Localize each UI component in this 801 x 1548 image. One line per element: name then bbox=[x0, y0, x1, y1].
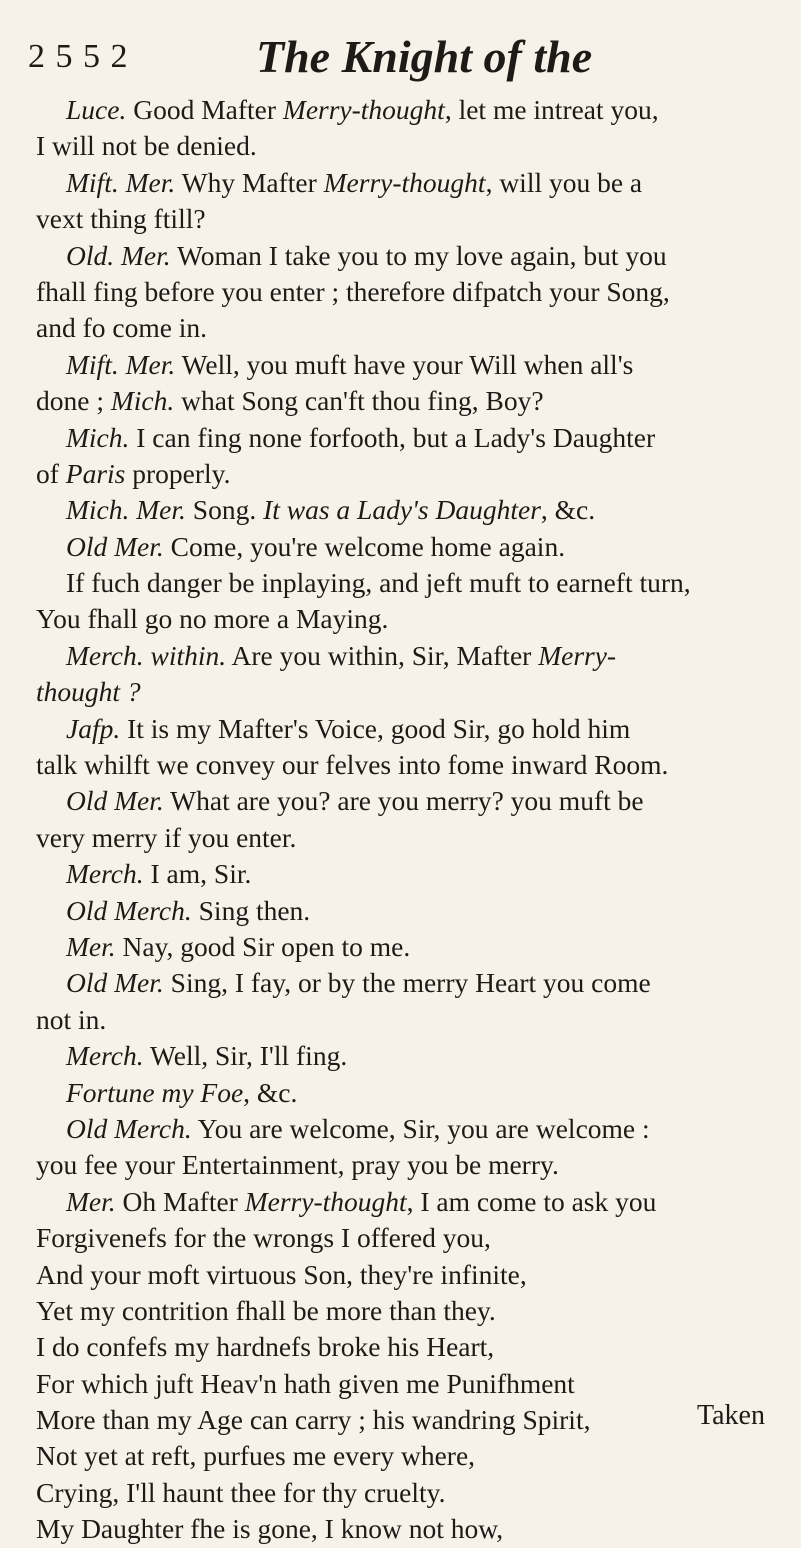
line-text-tail: , I am come to ask you bbox=[406, 1185, 657, 1217]
line-text: I am, Sir. bbox=[143, 858, 252, 890]
text-line bbox=[36, 1002, 771, 1038]
running-title: The Knight of the bbox=[256, 31, 593, 82]
text-line bbox=[36, 492, 771, 528]
text-line bbox=[36, 238, 771, 274]
line-text: not in. bbox=[36, 1003, 107, 1035]
text-line bbox=[36, 383, 771, 419]
text-line bbox=[36, 92, 771, 128]
text-line bbox=[36, 1402, 771, 1438]
line-text: and fo come in. bbox=[36, 312, 208, 344]
text-line bbox=[36, 1293, 771, 1329]
speaker-name: Old Mer. bbox=[66, 530, 164, 562]
line-text: very merry if you enter. bbox=[36, 821, 297, 853]
speaker-name: Old Merch. bbox=[66, 894, 192, 926]
speaker-name: Old Mer. bbox=[66, 967, 164, 999]
line-text-tail: properly. bbox=[125, 457, 231, 489]
text-line bbox=[36, 347, 771, 383]
text-line bbox=[36, 856, 771, 892]
text-line bbox=[36, 420, 771, 456]
text-line bbox=[36, 128, 771, 164]
text-line bbox=[36, 1111, 771, 1147]
line-text: You are welcome, Sir, you are welcome : bbox=[191, 1112, 650, 1144]
line-text: Well, Sir, I'll fing. bbox=[143, 1040, 348, 1072]
italic-text: Merry-thought bbox=[244, 1185, 407, 1217]
text-line bbox=[36, 201, 771, 237]
line-text: My Daughter fhe is gone, I know not how, bbox=[36, 1513, 504, 1545]
line-text: Yet my contrition fhall be more than they. bbox=[36, 1294, 496, 1326]
line-text: Why Mafter bbox=[175, 166, 324, 198]
italic-text: It was a Lady's Daughter bbox=[263, 494, 541, 526]
line-text: Are you within, Sir, Mafter bbox=[226, 639, 539, 671]
line-text-tail: , &c. bbox=[540, 494, 596, 526]
speaker-name: Merch. bbox=[66, 858, 144, 890]
line-text: If fuch danger be inplaying, and jeft muft to earneft turn, bbox=[66, 567, 691, 599]
line-text-tail: , let me intreat you, bbox=[444, 94, 659, 125]
line-text-tail: what Song can'ft thou fing, Boy? bbox=[174, 385, 544, 417]
text-line bbox=[36, 1475, 771, 1511]
speaker-name: Old Mer. bbox=[66, 785, 164, 817]
line-text: Oh Mafter bbox=[115, 1185, 245, 1217]
page-number: 2 5 5 2 bbox=[28, 38, 129, 75]
page-header bbox=[28, 30, 768, 90]
text-line bbox=[36, 1366, 771, 1402]
text-line bbox=[36, 165, 771, 201]
line-text: Crying, I'll haunt thee for thy cruelty. bbox=[36, 1476, 446, 1508]
line-text: Nay, good Sir open to me. bbox=[115, 930, 411, 962]
line-text: I do confefs my hardnefs broke his Heart, bbox=[36, 1331, 495, 1363]
line-text: Song. bbox=[185, 494, 264, 526]
text-line bbox=[36, 711, 771, 747]
line-text: fhall fing before you enter ; therefore difpatch your Song, bbox=[36, 275, 670, 307]
italic-text: Merry- bbox=[538, 639, 617, 671]
speaker-name: Old. Mer. bbox=[66, 239, 171, 271]
text-line bbox=[36, 1075, 771, 1111]
line-text: It is my Mafter's Voice, good Sir, go hold him bbox=[120, 712, 631, 744]
speaker-name: Mich. Mer. bbox=[66, 494, 186, 526]
line-text: And your moft virtuous Son, they're infinite, bbox=[36, 1258, 527, 1290]
line-text: Not yet at reft, purfues me every where, bbox=[36, 1440, 476, 1472]
speaker-name: Merch. within. bbox=[66, 639, 227, 671]
text-line bbox=[36, 529, 771, 565]
line-text: I can fing none forfooth, but a Lady's Daughter bbox=[129, 421, 656, 453]
speaker-name: Luce. bbox=[66, 94, 127, 125]
italic-text: Merry-thought bbox=[282, 94, 445, 125]
italic-text: Paris bbox=[65, 457, 126, 489]
text-line bbox=[36, 638, 771, 674]
text-line bbox=[36, 565, 771, 601]
speaker-name: thought ? bbox=[36, 676, 141, 708]
text-line bbox=[36, 747, 771, 783]
speaker-name: Mift. Mer. bbox=[66, 166, 176, 198]
line-text: vext thing ftill? bbox=[36, 203, 206, 235]
speaker-name: Old Merch. bbox=[66, 1112, 192, 1144]
speaker-name: Mich. bbox=[66, 421, 130, 453]
speaker-name: Mer. bbox=[66, 930, 116, 962]
text-line bbox=[36, 310, 771, 346]
line-text: I will not be denied. bbox=[36, 130, 257, 162]
text-line bbox=[36, 929, 771, 965]
text-line bbox=[36, 601, 771, 637]
line-text: Forgivenefs for the wrongs I offered you, bbox=[36, 1222, 491, 1254]
speaker-name: Fortune my Foe bbox=[66, 1076, 244, 1108]
line-text: Woman I take you to my love again, but you bbox=[170, 239, 667, 271]
text-line bbox=[36, 1257, 771, 1293]
text-line bbox=[36, 965, 771, 1001]
italic-text: Merry-thought bbox=[323, 166, 486, 198]
text-line bbox=[36, 1038, 771, 1074]
catchword: Taken bbox=[696, 1400, 765, 1431]
line-text: More than my Age can carry ; his wandring Spirit, bbox=[36, 1404, 591, 1436]
line-text: Sing, I fay, or by the merry Heart you come bbox=[163, 967, 651, 999]
text-line bbox=[36, 1220, 771, 1256]
line-text-tail: , will you be a bbox=[485, 166, 643, 198]
line-text: , &c. bbox=[243, 1076, 298, 1108]
text-line bbox=[36, 820, 771, 856]
line-text: you fee your Entertainment, pray you be merry. bbox=[36, 1149, 559, 1181]
text-line bbox=[36, 1184, 771, 1220]
line-text: Well, you muft have your Will when all's bbox=[175, 348, 634, 380]
text-line bbox=[36, 456, 771, 492]
italic-text: Mich. bbox=[110, 385, 175, 417]
speaker-name: Merch. bbox=[66, 1040, 144, 1072]
line-text: talk whilft we convey our felves into fome inward Room. bbox=[36, 749, 669, 781]
text-line bbox=[36, 1438, 771, 1474]
speaker-name: Jafp. bbox=[66, 712, 121, 744]
text-line bbox=[36, 274, 771, 310]
text-line bbox=[36, 1147, 771, 1183]
line-text: For which juft Heav'n hath given me Punifhment bbox=[36, 1367, 575, 1399]
text-line bbox=[36, 893, 771, 929]
line-text: of bbox=[36, 457, 66, 489]
speaker-name: Mer. bbox=[66, 1185, 116, 1217]
line-text: Good Mafter bbox=[126, 94, 283, 125]
text-line bbox=[36, 674, 771, 710]
line-text: Come, you're welcome home again. bbox=[163, 530, 566, 562]
line-text: Sing then. bbox=[191, 894, 311, 926]
line-text: What are you? are you merry? you muft be bbox=[163, 785, 644, 817]
speaker-name: Mift. Mer. bbox=[66, 348, 176, 380]
text-line bbox=[36, 783, 771, 819]
line-text: You fhall go no more a Maying. bbox=[36, 603, 389, 635]
text-line bbox=[36, 1511, 771, 1547]
line-text: done ; bbox=[36, 385, 111, 417]
play-text bbox=[36, 92, 771, 1548]
text-line bbox=[36, 1329, 771, 1365]
